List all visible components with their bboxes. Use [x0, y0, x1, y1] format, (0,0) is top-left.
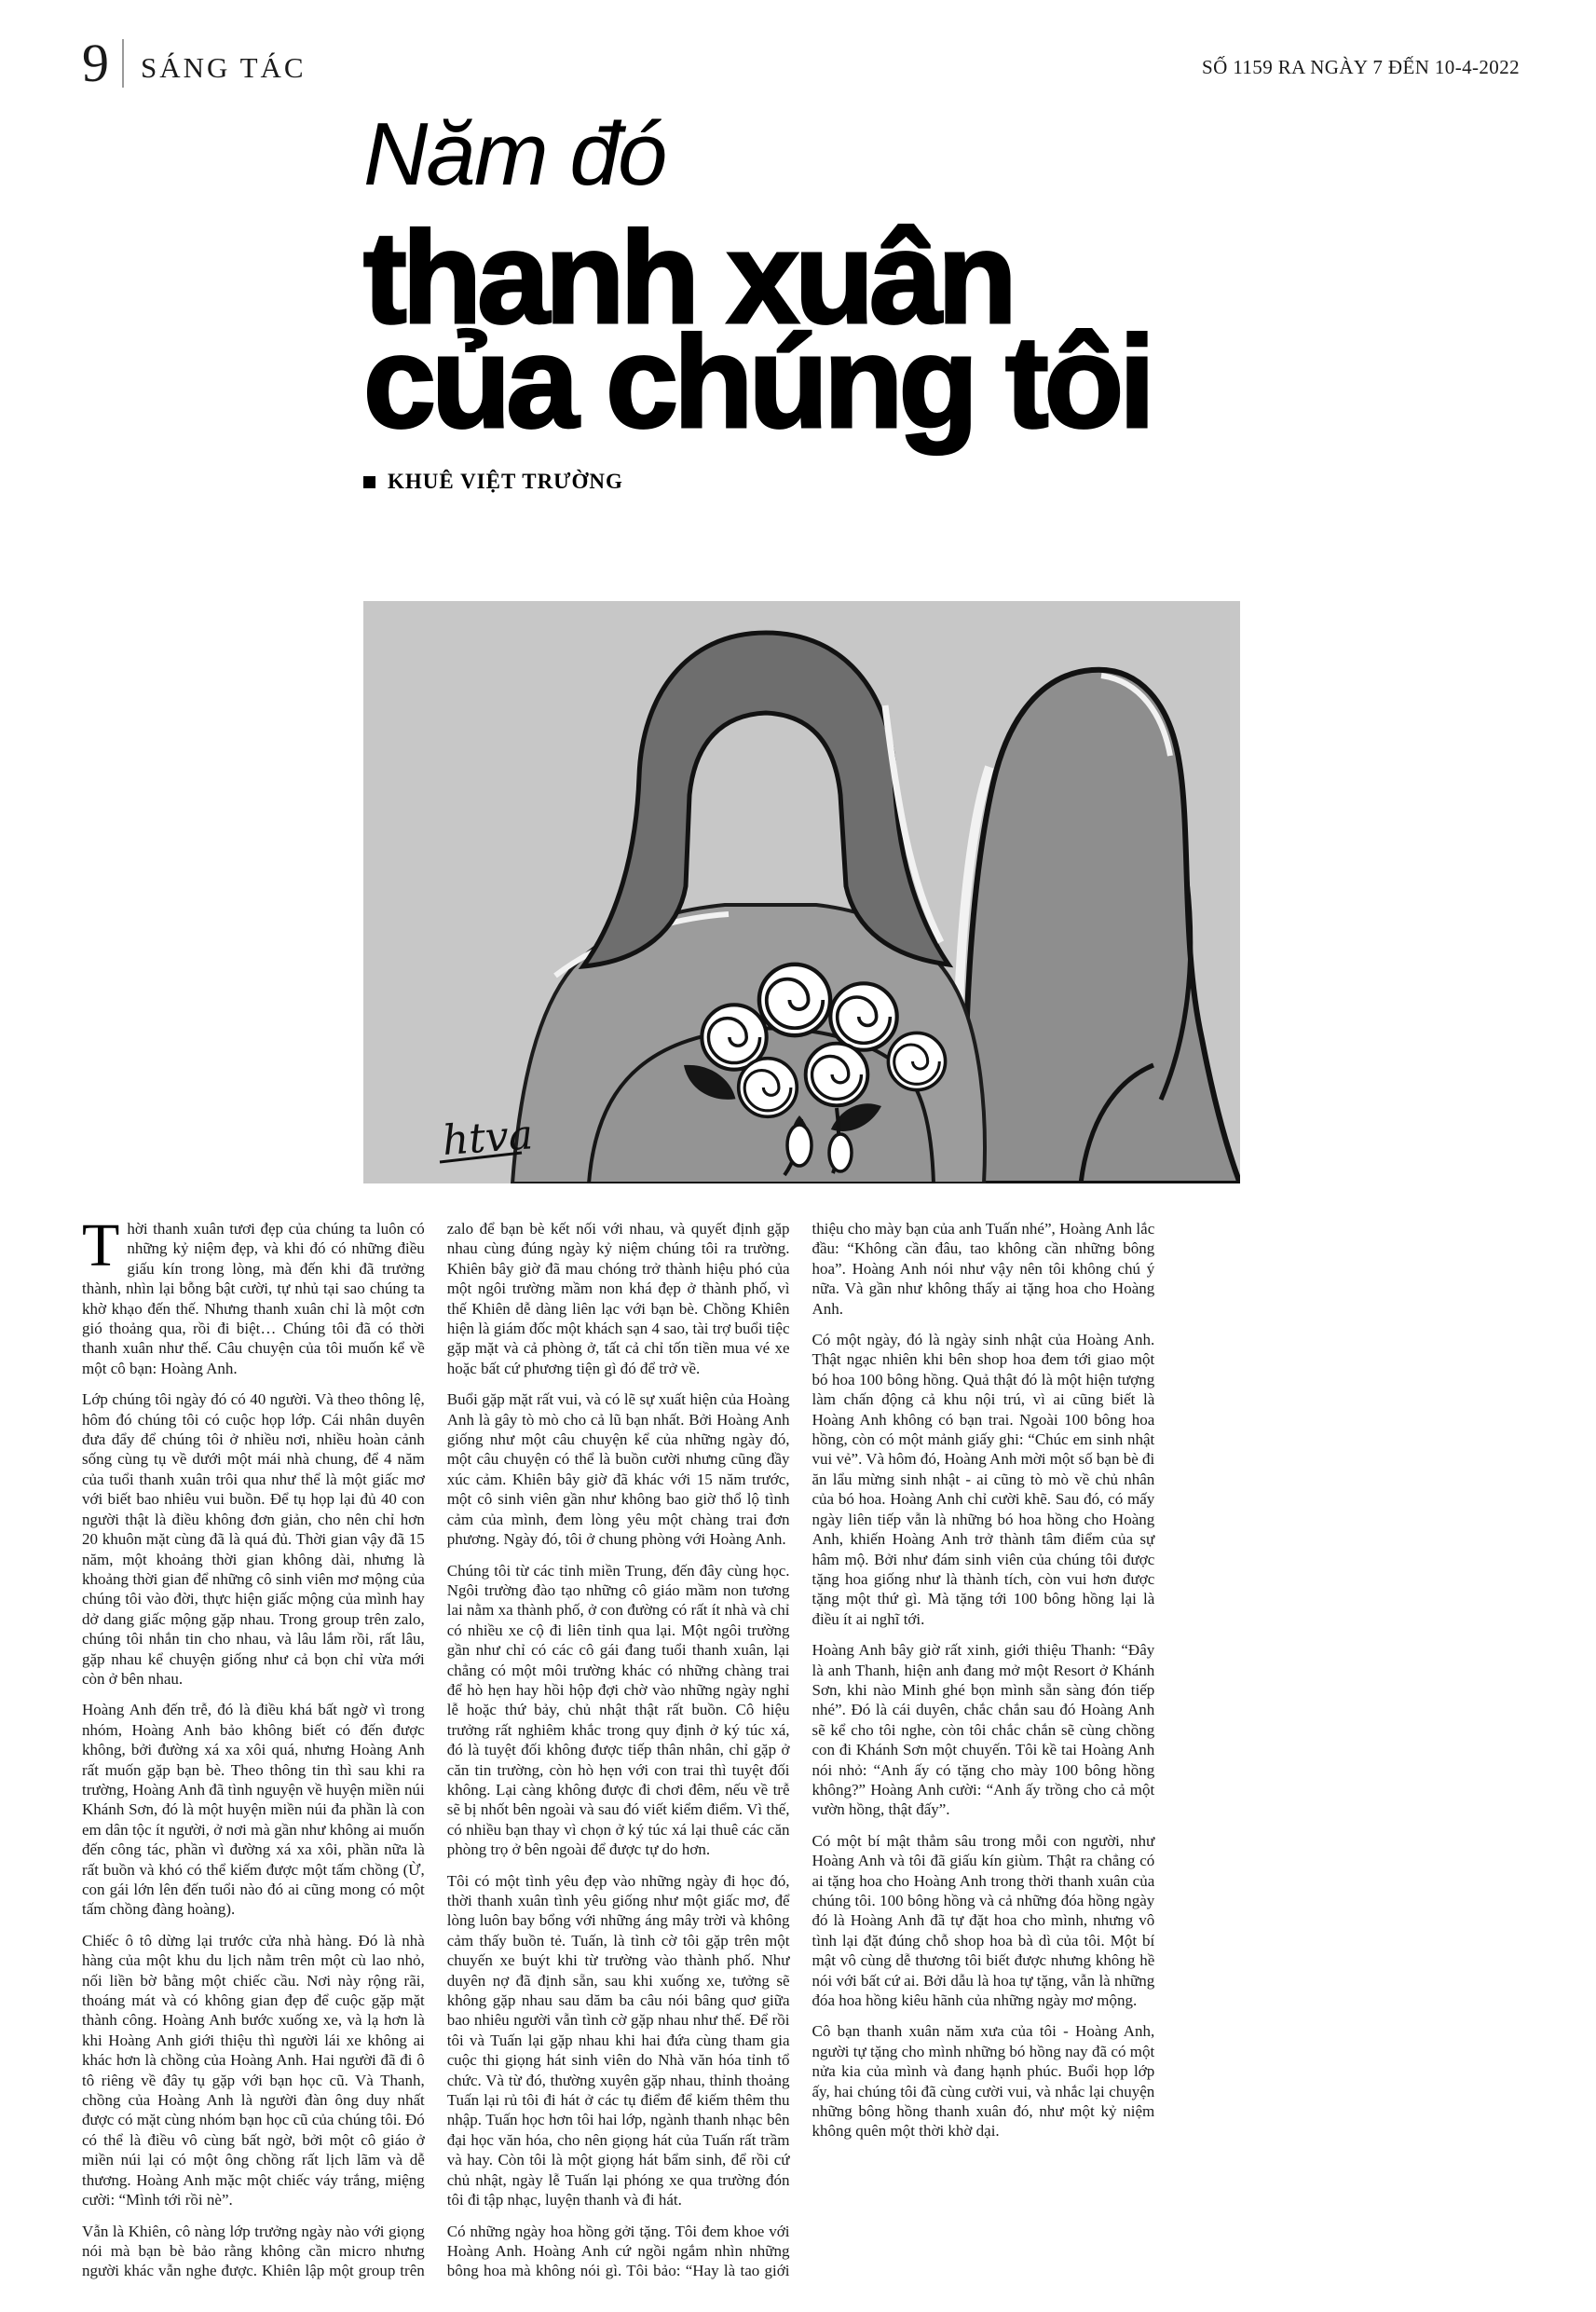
author-name: KHUÊ VIỆT TRƯỜNG	[388, 470, 623, 493]
article-title-line3: của chúng tôi	[363, 308, 1151, 455]
article-title-block	[363, 104, 1151, 494]
paragraph: Thời thanh xuân tươi đẹp của chúng ta luôn có những kỷ niệm đẹp, và khi đó có những điều giấu kín trong lòng, mà đến khi đã trưởng thành, nhìn lại bỗng bật cười, tự nhủ tại sao chúng ta khờ khạo đến thế. Nhưng thanh xuân chỉ là một cơn gió thoảng qua, rồi đi biệt… Chúng tôi đã có thời thanh xuân như thế. Câu chuyện của tôi muốn kể về một cô bạn: Hoàng Anh.	[82, 1219, 425, 1377]
drop-cap: T	[82, 1219, 120, 1279]
article-body	[82, 1219, 1520, 2281]
byline-square-icon	[363, 476, 375, 488]
article-title-line2: thanh xuân	[363, 204, 1013, 350]
article-illustration	[363, 601, 1240, 1183]
section-title: SÁNG TÁC	[141, 51, 307, 85]
page-number: 9	[82, 33, 109, 93]
paragraph: Có một bí mật thẳm sâu trong mỗi con người, như Hoàng Anh và tôi đã giấu kín giùm. Thật ra chẳng có ai tặng hoa cho Hoàng Anh trong thời thanh xuân của chúng tôi. 100 bông hồng và cả những đóa hồng ngày đó là Hoàng Anh đã tự đặt hoa cho mình, nhưng vô tình lại đặt đúng chỗ shop hoa bà dì của tôi. Một bí mật vô cùng dễ thương tôi biết được nhưng không hề nói với bất cứ ai. Bởi dẫu là hoa tự tặng, vẫn là những đóa hoa hồng kiêu hãnh của những ngày mơ mộng.	[812, 1831, 1155, 2010]
paragraph: Chiếc ô tô dừng lại trước cửa nhà hàng. Đó là nhà hàng của một khu du lịch nằm trên một cù lao nhỏ, nối liền bờ bằng một chiếc cầu. Nơi này rộng rãi, thoáng mát và có không gian đẹp để cuộc gặp mặt thành công. Hoàng Anh bước xuống xe, và lạ hơn là khi Hoàng Anh giới thiệu thì người lái xe không ai khác hơn là chồng của Hoàng Anh. Hai người đã đi ô tô riêng về đây tụ gặp với bạn học cũ. Và Thanh, chồng của Hoàng Anh là người đàn ông duy nhất được có mặt cùng nhóm bạn học cũ của chúng tôi. Đó có thể là điều vô cùng bất ngờ, bởi một cô giáo ở miền núi lại có một ông chồng rất lịch lãm và dễ thương. Hoàng Anh mặc một chiếc váy trắng, miệng cười: “Mình tới rồi nè”.	[82, 1931, 425, 2209]
article-title-line1: Năm đó	[363, 104, 666, 204]
illustration-signature-group	[440, 1111, 535, 1165]
header-divider	[122, 39, 124, 88]
page-header	[82, 33, 1520, 93]
illustration-signature: htva	[441, 1111, 535, 1165]
paragraph: Hoàng Anh đến trễ, đó là điều khá bất ngờ vì trong nhóm, Hoàng Anh bảo không biết có đến được không, bởi đường xá xa xôi quá, nhưng Hoàng Anh rất muốn gặp bạn bè. Theo thông tin thì sau khi ra trường, Hoàng Anh đã tình nguyện về huyện miền núi Khánh Sơn, đó là một huyện miền núi đa phần là con em dân tộc ít người, ở nơi mà gần như không ai muốn đến công tác, phần vì đường xá xa xôi, phần nữa là rất buồn và khó có thể kiếm được một tấm chồng (Ừ, con gái lớn lên đến tuổi nào đó ai cũng mong có một tấm chồng đàng hoàng).	[82, 1701, 425, 1919]
byline	[363, 470, 1151, 494]
issue-info: SỐ 1159 RA NGÀY 7 ĐẾN 10-4-2022	[1201, 56, 1520, 79]
section-block	[82, 33, 307, 93]
paragraph: Lớp chúng tôi ngày đó có 40 người. Và theo thông lệ, hôm đó chúng tôi có cuộc họp lớp. Cái nhân duyên đưa đẩy để chúng tôi ở nhiều nơi, nhiều hoàn cảnh sống cùng tụ về dưới một mái nhà chung, để 4 năm của tuổi thanh xuân trôi qua như thể là một giấc mơ với biết bao nhiêu vui buồn. Để tụ họp lại đủ 40 con người thật là điều không đơn giản, cho nên chỉ hơn 20 khuôn mặt cùng đã là quá đủ. Thời gian vậy đã 15 năm, một khoảng thời gian không dài, nhưng là khoảng thời gian để những cô sinh viên mơ mộng của chúng tôi vào đời, thực hiện giấc mộng của mình hay dở dang giấc mộng gặp nhau. Trong group trên zalo, chúng tôi nhắn tin cho nhau, và lâu lắm rồi, rất lâu, gặp nhau kể chuyện giống như cả bọn chỉ vừa mới còn ở bên nhau.	[82, 1390, 425, 1688]
paragraph: Có một ngày, đó là ngày sinh nhật của Hoàng Anh. Thật ngạc nhiên khi bên shop hoa đem tới giao một bó hoa 100 bông hồng. Quả thật đó là một hiện tượng làm chấn động cả khu nội trú, vì ai cũng biết là Hoàng Anh không có bạn trai. Ngoài 100 bông hoa hồng, còn có một mảnh giấy ghi: “Chúc em sinh nhật vui vẻ”. Và hôm đó, Hoàng Anh mời một số bạn bè đi ăn lẩu mừng sinh nhật - ai cũng tò mò về chủ nhân của bó hoa. Hoàng Anh chỉ cười khẽ. Sau đó, có mấy ngày liên tiếp vẫn là những bó hoa hồng cho Hoàng Anh, khiến Hoàng Anh trở thành tâm điểm của sự hâm mộ. Bởi như đám sinh viên của chúng tôi được tặng hoa giống như là thành tích, còn vui hơn được tặng một thứ gì. Mà tặng tới 100 bông hồng lại là điều ít ai nghĩ tới.	[812, 1331, 1155, 1628]
paragraph: Có những ngày hoa hồng gởi tặng. Tôi đem khoe với Hoàng Anh. Hoàng Anh cứ ngồi ngắm nhìn những bông hoa mà không nói gì. Tôi bảo: “Hay là tao giới thiệu cho mày bạn của anh Tuấn nhé”, Hoàng Anh lắc đầu: “Không cần đâu, tao không cần những bông hoa”. Hoàng Anh nói như vậy nên tôi không chú ý nữa. Và gần như không thấy ai tặng hoa cho Hoàng Anh.	[446, 1220, 1155, 2280]
paragraph: Chúng tôi từ các tỉnh miền Trung, đến đây cùng học. Ngôi trường đào tạo những cô giáo mầm non tương lai nằm xa thành phố, ở con đường có rất ít nhà và chỉ có nhiều xe cộ đi liên tỉnh qua lại. Một ngôi trường gần như chỉ có các cô gái đang tuổi thanh xuân, lại chẳng có một môi trường khác có những chàng trai để hò hẹn hay hồi hộp đợi chờ vào những ngày nghỉ lễ hoặc thứ bảy, chủ nhật thật rất buồn. Cô hiệu trưởng rất nghiêm khắc trong quy định ở ký túc xá, đó là tuyệt đối không được tiếp thân nhân, chỉ gặp ở căn tin trường, còn hò hẹn với con trai thì tuyệt đối không. Lại càng không được đi chơi đêm, nếu về trễ sẽ bị nhốt bên ngoài và sau đó viết kiểm điểm. Vì thế, có nhiều bạn thay vì chọn ở ký túc xá lại thuê các căn phòng trọ ở bên ngoài để được tự do hơn.	[446, 1561, 790, 1859]
paragraph: Cô bạn thanh xuân năm xưa của tôi - Hoàng Anh, người tự tặng cho mình những bó hồng nay đã có một nửa kia của mình và đang hạnh phúc. Buổi họp lớp ấy, hai chúng tôi đã cùng cười vui, và nhắc lại chuyện những bông hồng thanh xuân đó, như một kỷ niệm không quên một thời khờ dại.	[812, 2022, 1155, 2141]
paragraph: Vẫn là Khiên, cô nàng lớp trưởng ngày nào với giọng nói mà bạn bè bảo rằng không cần micro nhưng người khác vẫn nghe được. Khiên lập một group trên zalo để bạn bè kết nối với nhau, và quyết định gặp nhau cùng đúng ngày kỷ niệm chúng tôi ra trường. Khiên bây giờ đã mau chóng trở thành hiệu phó của một ngôi trường mầm non khá đẹp ở thành phố, vì thế Khiên dễ dàng liên lạc với bạn bè. Chồng Khiên hiện là giám đốc một khách sạn 4 sao, tài trợ buổi tiệc gặp mặt và cả phòng ở, tất cả chỉ tốn tiền mua vé xe hoặc bất cứ phương tiện gì đó để trở về.	[82, 1220, 790, 2280]
paragraph: Tôi có một tình yêu đẹp vào những ngày đi học đó, thời thanh xuân tình yêu giống như một giấc mơ, để lòng luôn bay bổng với những áng mây trời và không cảm thấy buồn tẻ. Tuấn, là tình cờ tôi gặp trên một chuyến xe buýt khi từ trường vào thành phố. Như duyên nợ đã định sẵn, sau khi xuống xe, tưởng sẽ không gặp nhau sau dăm ba câu nói bâng quơ giữa bao nhiêu người vẫn tình cờ gặp nhau như thế. Để rồi tôi và Tuấn lại gặp nhau khi hai đứa cùng tham gia cuộc thi giọng hát sinh viên do Nhà văn hóa tỉnh tổ chức. Và từ đó, thường xuyên gặp nhau, thỉnh thoảng Tuấn lại rủ tôi đi hát ở các tụ điểm để kiếm thêm thu nhập. Tuấn học hơn tôi hai lớp, ngành thanh nhạc bên đại học văn hóa, cho nên giọng hát của Tuấn rất trầm và hay. Còn tôi là một giọng hát bẩm sinh, để rồi cứ chủ nhật, ngày lễ Tuấn lại phóng xe qua trường đón tôi đi tập nhạc, luyện thanh và đi hát.	[446, 1871, 790, 2209]
paragraph: Hoàng Anh bây giờ rất xinh, giới thiệu Thanh: “Đây là anh Thanh, hiện anh đang mở một Resort ở Khánh Sơn, khi nào Minh ghé bọn mình sẵn sàng đón tiếp nhé”. Đó là cái duyên, chắc chắn sau đó Hoàng Anh sẽ kể cho tôi nghe, còn tôi chắc chắn sẽ cùng chồng con đi Khánh Sơn một chuyến. Tôi kề tai Hoàng Anh nói nhỏ: “Anh ấy có tặng cho mày 100 bông hồng không?” Hoàng Anh cười: “Anh ấy trồng cho cả một vườn hồng, thật đấy”.	[812, 1641, 1155, 1819]
paragraph: Buổi gặp mặt rất vui, và có lẽ sự xuất hiện của Hoàng Anh là gây tò mò cho cả lũ bạn nhất. Bởi Hoàng Anh giống như một câu chuyện kể của những ngày đó, một câu chuyện có thể là buồn cười nhưng cũng đầy xúc cảm. Khiên bây giờ đã khác với 15 năm trước, một cô sinh viên gần như không bao giờ thổ lộ tình cảm của mình, đem lòng yêu một chàng trai đơn phương. Ngày đó, tôi ở chung phòng với Hoàng Anh.	[446, 1390, 790, 1549]
